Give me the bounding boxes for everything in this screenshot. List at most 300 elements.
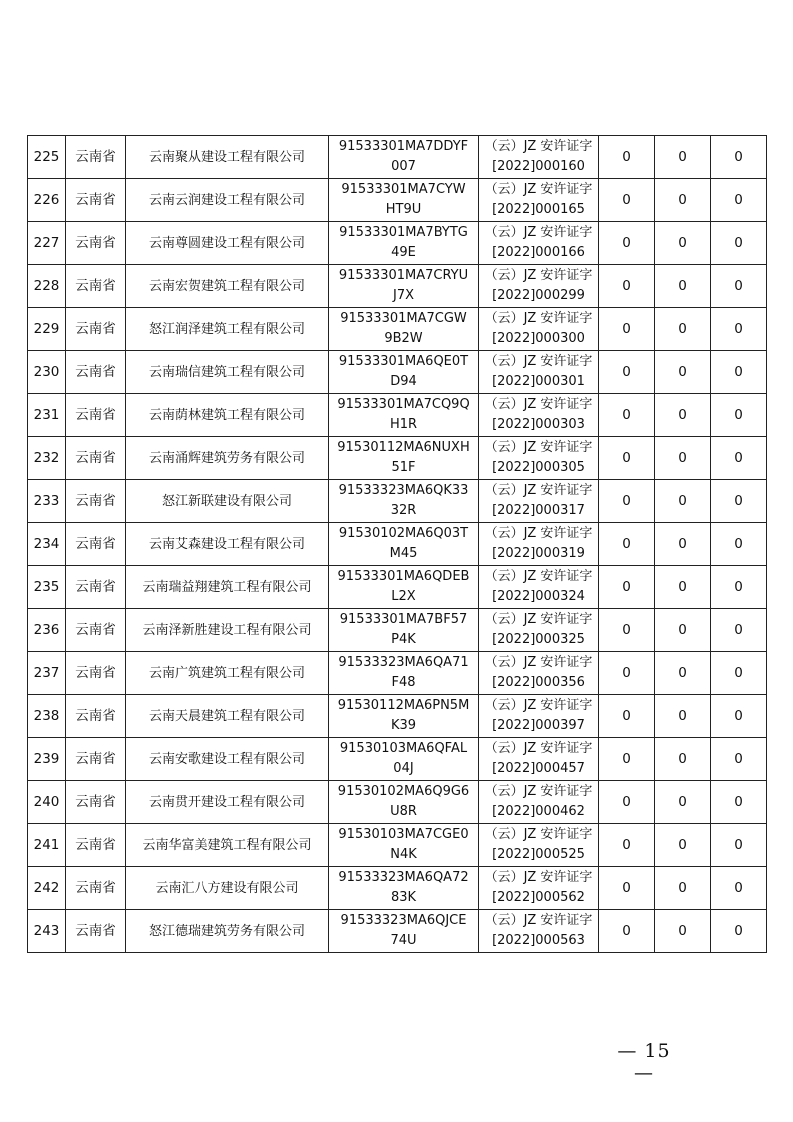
row-number-cell-text: 229 [33, 320, 60, 337]
value-cell-1-text: 0 [622, 836, 631, 853]
company-name-cell-text: 云南尊圆建设工程有限公司 [148, 235, 305, 251]
province-cell [66, 523, 126, 566]
province-cell-text: 云南省 [75, 406, 116, 423]
row-number-cell-text: 238 [33, 707, 60, 724]
company-name-cell [126, 609, 329, 652]
value-cell-2 [655, 351, 711, 394]
company-name-cell-text: 云南宏贺建筑工程有限公司 [148, 278, 305, 294]
value-cell-1 [599, 222, 655, 265]
credit-code-cell-text: 91533301MA6QDEB [337, 569, 470, 584]
credit-code-cell-text: 9B2W [384, 331, 423, 346]
permit-number-cell-text: （云）JZ 安许证字 [484, 741, 593, 756]
credit-code-cell-text: H1R [389, 417, 418, 432]
value-cell-3 [711, 523, 767, 566]
permit-number-cell-text: [2022]000462 [492, 804, 585, 819]
row-number-cell-text: 225 [33, 148, 60, 165]
table-row [28, 480, 767, 523]
value-cell-3-text: 0 [734, 793, 743, 810]
value-cell-1-text: 0 [622, 277, 631, 294]
permit-number-cell-text: （云）JZ 安许证字 [484, 397, 593, 412]
permit-number-cell [479, 609, 599, 652]
province-cell [66, 179, 126, 222]
company-name-cell-text: 云南荫林建筑工程有限公司 [148, 407, 305, 423]
province-cell-text: 云南省 [75, 621, 116, 638]
table-row [28, 179, 767, 222]
table-row [28, 265, 767, 308]
permit-number-cell-text: （云）JZ 安许证字 [484, 526, 593, 541]
value-cell-1 [599, 824, 655, 867]
permit-number-cell-text: [2022]000303 [492, 417, 585, 432]
value-cell-2 [655, 179, 711, 222]
value-cell-2-text: 0 [678, 879, 687, 896]
table-row [28, 136, 767, 179]
permit-number-cell [479, 136, 599, 179]
row-number-cell [28, 609, 66, 652]
credit-code-cell [329, 523, 479, 566]
value-cell-3-text: 0 [734, 578, 743, 595]
company-name-cell-text: 怒江润泽建筑工程有限公司 [148, 321, 305, 337]
province-cell [66, 652, 126, 695]
value-cell-1 [599, 394, 655, 437]
records-body [28, 136, 767, 953]
province-cell-text: 云南省 [75, 492, 116, 509]
company-name-cell [126, 351, 329, 394]
row-number-cell [28, 738, 66, 781]
province-cell [66, 351, 126, 394]
credit-code-cell [329, 136, 479, 179]
row-number-cell [28, 910, 66, 953]
value-cell-3-text: 0 [734, 922, 743, 939]
value-cell-1 [599, 738, 655, 781]
province-cell-text: 云南省 [75, 148, 116, 165]
credit-code-cell-text: 74U [390, 933, 417, 948]
permit-number-cell [479, 222, 599, 265]
permit-number-cell-text: （云）JZ 安许证字 [484, 311, 593, 326]
company-name-cell [126, 867, 329, 910]
row-number-cell [28, 136, 66, 179]
value-cell-1 [599, 437, 655, 480]
value-cell-3 [711, 609, 767, 652]
value-cell-2 [655, 480, 711, 523]
company-name-cell-text: 云南瑞益翔建筑工程有限公司 [142, 579, 312, 595]
province-cell [66, 910, 126, 953]
value-cell-2 [655, 265, 711, 308]
row-number-cell-text: 230 [33, 363, 60, 380]
credit-code-cell-text: 91530112MA6PN5M [337, 698, 470, 713]
value-cell-2-text: 0 [678, 406, 687, 423]
value-cell-3 [711, 781, 767, 824]
value-cell-3 [711, 394, 767, 437]
company-name-cell-text: 云南贯开建设工程有限公司 [148, 794, 305, 810]
credit-code-cell [329, 480, 479, 523]
credit-code-cell-text: 91530102MA6Q03T [338, 526, 469, 541]
row-number-cell [28, 480, 66, 523]
credit-code-cell-text: L2X [391, 589, 416, 604]
company-name-cell-text: 怒江新联建设有限公司 [161, 493, 292, 509]
table-row [28, 738, 767, 781]
province-cell-text: 云南省 [75, 449, 116, 466]
permit-number-cell-text: （云）JZ 安许证字 [484, 870, 593, 885]
value-cell-3-text: 0 [734, 320, 743, 337]
credit-code-cell-text: 91530112MA6NUXH [337, 440, 470, 455]
row-number-cell [28, 566, 66, 609]
company-name-cell [126, 910, 329, 953]
permit-number-cell-text: [2022]000563 [492, 933, 585, 948]
permit-number-cell [479, 781, 599, 824]
value-cell-1-text: 0 [622, 793, 631, 810]
table-row [28, 609, 767, 652]
permit-number-cell-text: [2022]000299 [492, 288, 585, 303]
row-number-cell-text: 240 [33, 793, 60, 810]
permit-number-cell-text: [2022]000324 [492, 589, 585, 604]
credit-code-cell-text: U8R [390, 804, 417, 819]
credit-code-cell-text: 91533301MA7DDYF [338, 139, 469, 154]
value-cell-1-text: 0 [622, 664, 631, 681]
credit-code-cell-text: J7X [392, 288, 414, 303]
value-cell-1-text: 0 [622, 621, 631, 638]
province-cell [66, 480, 126, 523]
value-cell-2-text: 0 [678, 707, 687, 724]
credit-code-cell-text: 49E [391, 245, 416, 260]
row-number-cell-text: 237 [33, 664, 60, 681]
province-cell [66, 308, 126, 351]
row-number-cell-text: 236 [33, 621, 60, 638]
permit-number-cell [479, 308, 599, 351]
permit-number-cell-text: [2022]000317 [492, 503, 585, 518]
row-number-cell-text: 226 [33, 191, 60, 208]
value-cell-1 [599, 265, 655, 308]
permit-number-cell-text: （云）JZ 安许证字 [484, 655, 593, 670]
row-number-cell [28, 179, 66, 222]
company-name-cell [126, 695, 329, 738]
value-cell-3-text: 0 [734, 449, 743, 466]
credit-code-cell-text: 91530103MA7CGE0 [338, 827, 469, 842]
permit-number-cell-text: （云）JZ 安许证字 [484, 483, 593, 498]
company-name-cell-text: 云南泽新胜建设工程有限公司 [142, 622, 312, 638]
province-cell-text: 云南省 [75, 793, 116, 810]
province-cell-text: 云南省 [75, 320, 116, 337]
province-cell [66, 867, 126, 910]
company-name-cell-text: 云南安歌建设工程有限公司 [148, 751, 305, 767]
company-name-cell [126, 437, 329, 480]
credit-code-cell-text: 007 [391, 159, 416, 174]
company-name-cell-text: 云南华富美建筑工程有限公司 [142, 837, 312, 853]
permit-number-cell-text: [2022]000356 [492, 675, 585, 690]
permit-number-cell [479, 351, 599, 394]
table-row [28, 523, 767, 566]
company-name-cell [126, 652, 329, 695]
value-cell-2-text: 0 [678, 535, 687, 552]
table-row [28, 867, 767, 910]
permit-number-cell-text: [2022]000160 [492, 159, 585, 174]
company-name-cell [126, 523, 329, 566]
company-name-cell [126, 824, 329, 867]
credit-code-cell-text: 32R [390, 503, 417, 518]
credit-code-cell-text: 91533323MA6QK33 [338, 483, 469, 498]
credit-code-cell [329, 738, 479, 781]
credit-code-cell [329, 824, 479, 867]
permit-number-cell [479, 179, 599, 222]
row-number-cell [28, 265, 66, 308]
value-cell-3-text: 0 [734, 879, 743, 896]
page-number: — 15 — [617, 1040, 671, 1084]
permit-number-cell-text: [2022]000166 [492, 245, 585, 260]
permit-number-cell-text: （云）JZ 安许证字 [484, 139, 593, 154]
value-cell-1-text: 0 [622, 191, 631, 208]
permit-number-cell-text: （云）JZ 安许证字 [484, 225, 593, 240]
province-cell-text: 云南省 [75, 277, 116, 294]
permit-number-cell-text: （云）JZ 安许证字 [484, 827, 593, 842]
value-cell-1-text: 0 [622, 234, 631, 251]
value-cell-1-text: 0 [622, 707, 631, 724]
company-name-cell [126, 308, 329, 351]
permit-number-cell-text: [2022]000300 [492, 331, 585, 346]
province-cell-text: 云南省 [75, 750, 116, 767]
permit-number-cell [479, 437, 599, 480]
credit-code-cell-text: 91533301MA7CGW [340, 311, 467, 326]
value-cell-3 [711, 437, 767, 480]
row-number-cell [28, 222, 66, 265]
row-number-cell [28, 437, 66, 480]
table-row [28, 222, 767, 265]
province-cell [66, 738, 126, 781]
value-cell-1 [599, 609, 655, 652]
value-cell-3-text: 0 [734, 148, 743, 165]
value-cell-2 [655, 394, 711, 437]
company-name-cell [126, 179, 329, 222]
permit-number-cell-text: （云）JZ 安许证字 [484, 354, 593, 369]
credit-code-cell-text: 51F [391, 460, 416, 475]
value-cell-3 [711, 308, 767, 351]
value-cell-1-text: 0 [622, 320, 631, 337]
province-cell-text: 云南省 [75, 578, 116, 595]
value-cell-2 [655, 652, 711, 695]
table-row [28, 437, 767, 480]
credit-code-cell-text: K39 [390, 718, 417, 733]
permit-number-cell-text: （云）JZ 安许证字 [484, 784, 593, 799]
company-name-cell [126, 136, 329, 179]
permit-number-cell-text: （云）JZ 安许证字 [484, 612, 593, 627]
row-number-cell-text: 243 [33, 922, 60, 939]
permit-number-cell-text: [2022]000525 [492, 847, 585, 862]
credit-code-cell-text: 91533301MA7CRYU [338, 268, 469, 283]
row-number-cell [28, 308, 66, 351]
company-name-cell [126, 394, 329, 437]
province-cell-text: 云南省 [75, 535, 116, 552]
value-cell-2-text: 0 [678, 492, 687, 509]
credit-code-cell-text: 04J [393, 761, 414, 776]
value-cell-3-text: 0 [734, 277, 743, 294]
row-number-cell [28, 867, 66, 910]
permit-number-cell-text: [2022]000562 [492, 890, 585, 905]
credit-code-cell-text: M45 [389, 546, 418, 561]
credit-code-cell [329, 652, 479, 695]
value-cell-1 [599, 308, 655, 351]
table-row [28, 824, 767, 867]
value-cell-3 [711, 652, 767, 695]
province-cell [66, 609, 126, 652]
row-number-cell-text: 239 [33, 750, 60, 767]
credit-code-cell-text: 91530103MA6QFAL [339, 741, 468, 756]
value-cell-3 [711, 265, 767, 308]
credit-code-cell-text: N4K [390, 847, 417, 862]
table-row [28, 351, 767, 394]
company-name-cell-text: 云南汇八方建设有限公司 [155, 880, 299, 896]
value-cell-1-text: 0 [622, 148, 631, 165]
value-cell-3-text: 0 [734, 707, 743, 724]
permit-number-cell [479, 523, 599, 566]
credit-code-cell [329, 437, 479, 480]
table-row [28, 695, 767, 738]
permit-number-cell-text: [2022]000305 [492, 460, 585, 475]
value-cell-2 [655, 609, 711, 652]
province-cell-text: 云南省 [75, 836, 116, 853]
table-row [28, 308, 767, 351]
value-cell-2-text: 0 [678, 836, 687, 853]
value-cell-2 [655, 910, 711, 953]
permit-number-cell-text: [2022]000165 [492, 202, 585, 217]
value-cell-3 [711, 136, 767, 179]
value-cell-2 [655, 437, 711, 480]
credit-code-cell-text: 91533301MA7CYW [341, 182, 466, 197]
value-cell-2-text: 0 [678, 621, 687, 638]
credit-code-cell [329, 781, 479, 824]
value-cell-1 [599, 566, 655, 609]
value-cell-1 [599, 136, 655, 179]
credit-code-cell [329, 265, 479, 308]
value-cell-2-text: 0 [678, 320, 687, 337]
value-cell-2-text: 0 [678, 277, 687, 294]
value-cell-3-text: 0 [734, 836, 743, 853]
value-cell-2-text: 0 [678, 578, 687, 595]
permit-number-cell [479, 566, 599, 609]
row-number-cell [28, 695, 66, 738]
value-cell-1 [599, 351, 655, 394]
row-number-cell-text: 232 [33, 449, 60, 466]
province-cell-text: 云南省 [75, 234, 116, 251]
company-name-cell [126, 738, 329, 781]
value-cell-2-text: 0 [678, 363, 687, 380]
value-cell-1 [599, 695, 655, 738]
value-cell-3 [711, 222, 767, 265]
value-cell-2-text: 0 [678, 922, 687, 939]
credit-code-cell [329, 222, 479, 265]
value-cell-3-text: 0 [734, 234, 743, 251]
permit-number-cell-text: [2022]000457 [492, 761, 585, 776]
row-number-cell-text: 233 [33, 492, 60, 509]
credit-code-cell [329, 566, 479, 609]
value-cell-2 [655, 222, 711, 265]
value-cell-1 [599, 480, 655, 523]
value-cell-1 [599, 179, 655, 222]
province-cell [66, 394, 126, 437]
permit-number-cell-text: （云）JZ 安许证字 [484, 268, 593, 283]
company-name-cell-text: 怒江德瑞建筑劳务有限公司 [148, 923, 305, 939]
value-cell-1 [599, 652, 655, 695]
credit-code-cell [329, 910, 479, 953]
value-cell-3 [711, 179, 767, 222]
permit-number-cell [479, 824, 599, 867]
value-cell-3 [711, 824, 767, 867]
permit-number-cell-text: （云）JZ 安许证字 [484, 913, 593, 928]
row-number-cell-text: 242 [33, 879, 60, 896]
credit-code-cell [329, 695, 479, 738]
value-cell-1 [599, 910, 655, 953]
province-cell [66, 265, 126, 308]
credit-code-cell-text: 91533301MA7BF57 [339, 612, 468, 627]
value-cell-2-text: 0 [678, 664, 687, 681]
value-cell-2-text: 0 [678, 191, 687, 208]
credit-code-cell-text: 83K [390, 890, 417, 905]
province-cell [66, 695, 126, 738]
row-number-cell-text: 228 [33, 277, 60, 294]
credit-code-cell-text: 91533301MA6QE0T [338, 354, 469, 369]
value-cell-3-text: 0 [734, 664, 743, 681]
permit-number-cell [479, 738, 599, 781]
row-number-cell [28, 394, 66, 437]
value-cell-3 [711, 910, 767, 953]
value-cell-2 [655, 136, 711, 179]
row-number-cell-text: 234 [33, 535, 60, 552]
value-cell-3 [711, 867, 767, 910]
province-cell [66, 437, 126, 480]
company-name-cell [126, 781, 329, 824]
value-cell-2 [655, 738, 711, 781]
value-cell-1-text: 0 [622, 449, 631, 466]
row-number-cell-text: 241 [33, 836, 60, 853]
row-number-cell [28, 351, 66, 394]
permit-number-cell [479, 652, 599, 695]
credit-code-cell [329, 867, 479, 910]
company-name-cell-text: 云南广筑建筑工程有限公司 [148, 665, 305, 681]
value-cell-1-text: 0 [622, 879, 631, 896]
table-row [28, 652, 767, 695]
province-cell-text: 云南省 [75, 922, 116, 939]
value-cell-2-text: 0 [678, 234, 687, 251]
permit-number-cell-text: [2022]000325 [492, 632, 585, 647]
permit-number-cell [479, 265, 599, 308]
row-number-cell [28, 523, 66, 566]
company-name-cell-text: 云南艾森建设工程有限公司 [148, 536, 305, 552]
value-cell-2-text: 0 [678, 793, 687, 810]
company-name-cell [126, 566, 329, 609]
permit-number-cell-text: （云）JZ 安许证字 [484, 182, 593, 197]
value-cell-3-text: 0 [734, 191, 743, 208]
company-name-cell-text: 云南云润建设工程有限公司 [148, 192, 305, 208]
permit-number-cell [479, 695, 599, 738]
value-cell-2 [655, 566, 711, 609]
credit-code-cell-text: 91533323MA6QA71 [338, 655, 469, 670]
value-cell-1-text: 0 [622, 922, 631, 939]
province-cell [66, 566, 126, 609]
row-number-cell [28, 652, 66, 695]
permit-number-cell-text: [2022]000397 [492, 718, 585, 733]
value-cell-3 [711, 566, 767, 609]
province-cell-text: 云南省 [75, 363, 116, 380]
permit-number-cell-text: [2022]000301 [492, 374, 585, 389]
value-cell-1 [599, 781, 655, 824]
province-cell [66, 136, 126, 179]
value-cell-1 [599, 523, 655, 566]
value-cell-1 [599, 867, 655, 910]
value-cell-1-text: 0 [622, 578, 631, 595]
credit-code-cell-text: 91533323MA6QJCE [340, 913, 467, 928]
table-row [28, 566, 767, 609]
value-cell-2 [655, 824, 711, 867]
value-cell-3 [711, 351, 767, 394]
value-cell-1-text: 0 [622, 492, 631, 509]
province-cell [66, 781, 126, 824]
